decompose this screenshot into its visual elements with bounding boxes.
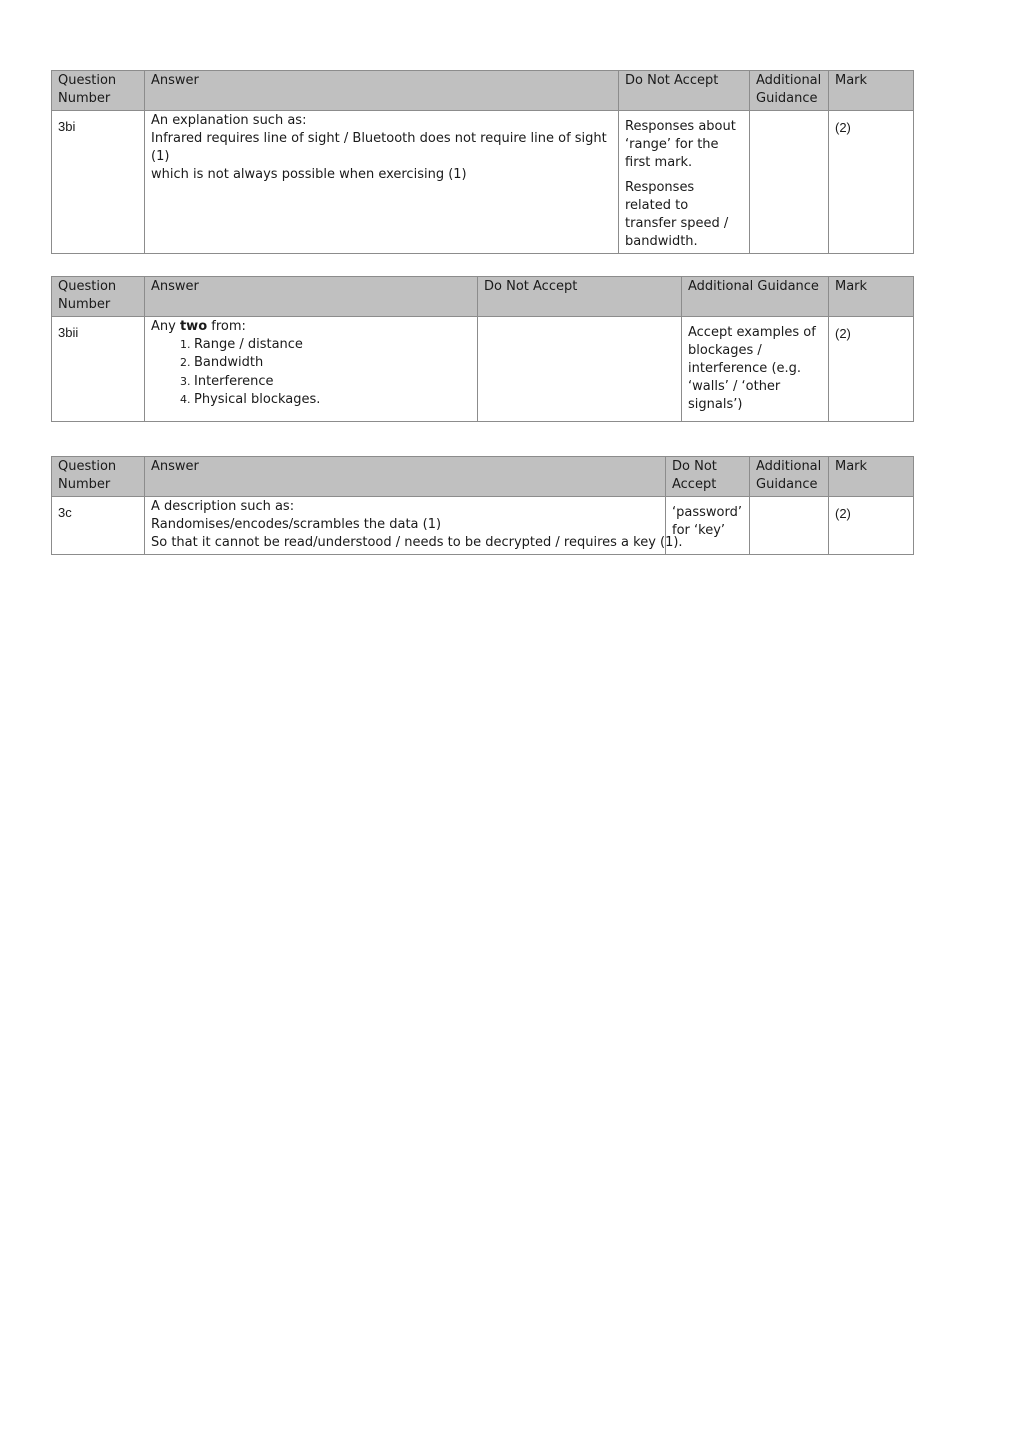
answer-line: An explanation such as: bbox=[151, 113, 307, 128]
header-do-not-accept: Do Not Accept bbox=[666, 457, 750, 497]
answer-point: 1. Range / distance bbox=[194, 336, 471, 354]
answer-point: 2. Bandwidth bbox=[194, 354, 471, 372]
additional-guidance-cell bbox=[750, 111, 829, 254]
answer-intro: Any two from: bbox=[151, 319, 246, 334]
question-number: 3bii bbox=[52, 317, 145, 422]
answer-line: So that it cannot be read/understood / needs to be decrypted / requires a key (1). bbox=[151, 535, 683, 550]
answer-point: 3. Interference bbox=[194, 373, 471, 391]
header-question-number: Question Number bbox=[52, 277, 145, 317]
header-answer: Answer bbox=[145, 71, 619, 111]
header-mark: Mark bbox=[829, 457, 914, 497]
answer-line: which is not always possible when exercising (1) bbox=[151, 167, 467, 182]
header-answer: Answer bbox=[145, 277, 478, 317]
question-number: 3bi bbox=[52, 111, 145, 254]
header-answer: Answer bbox=[145, 457, 666, 497]
answer-line: Infrared requires line of sight / Bluetooth does not require line of sight (1) bbox=[151, 131, 607, 164]
answer-intro-emphasis: two bbox=[179, 319, 208, 334]
mark-scheme-table-3c bbox=[51, 456, 914, 555]
header-additional-guidance: Additional Guidance bbox=[750, 457, 829, 497]
mark-value: (2) bbox=[829, 317, 914, 422]
header-mark: Mark bbox=[829, 71, 914, 111]
header-question-number: Question Number bbox=[52, 71, 145, 111]
answer-point: 4. Physical blockages. bbox=[194, 391, 471, 409]
answer-cell bbox=[145, 111, 619, 254]
header-additional-guidance: Additional Guidance bbox=[750, 71, 829, 111]
answer-cell bbox=[145, 317, 478, 422]
additional-guidance-cell: Accept examples of blockages / interference (e.g. ‘walls’ / ‘other signals’) bbox=[682, 317, 829, 422]
header-do-not-accept: Do Not Accept bbox=[478, 277, 682, 317]
additional-guidance-cell bbox=[750, 497, 829, 555]
answer-cell bbox=[145, 497, 683, 555]
mark-value: (2) bbox=[829, 111, 914, 254]
question-number: 3c bbox=[52, 497, 145, 555]
do-not-accept-item: Responses related to transfer speed / bandwidth. bbox=[625, 180, 729, 249]
do-not-accept-cell: ‘password’ for ‘key’ bbox=[666, 497, 750, 555]
mark-scheme-table-3bi bbox=[51, 70, 914, 254]
do-not-accept-item: Responses about ‘range’ for the first mark. bbox=[625, 119, 736, 170]
header-additional-guidance: Additional Guidance bbox=[682, 277, 829, 317]
header-mark: Mark bbox=[829, 277, 914, 317]
header-do-not-accept: Do Not Accept bbox=[619, 71, 750, 111]
do-not-accept-cell bbox=[619, 111, 750, 254]
answer-line: A description such as: bbox=[151, 499, 295, 514]
answer-point-list bbox=[151, 336, 471, 409]
do-not-accept-cell bbox=[478, 317, 682, 422]
mark-scheme-table-3bii bbox=[51, 276, 914, 422]
mark-value: (2) bbox=[829, 497, 914, 555]
answer-line: Randomises/encodes/scrambles the data (1) bbox=[151, 517, 442, 532]
header-question-number: Question Number bbox=[52, 457, 145, 497]
